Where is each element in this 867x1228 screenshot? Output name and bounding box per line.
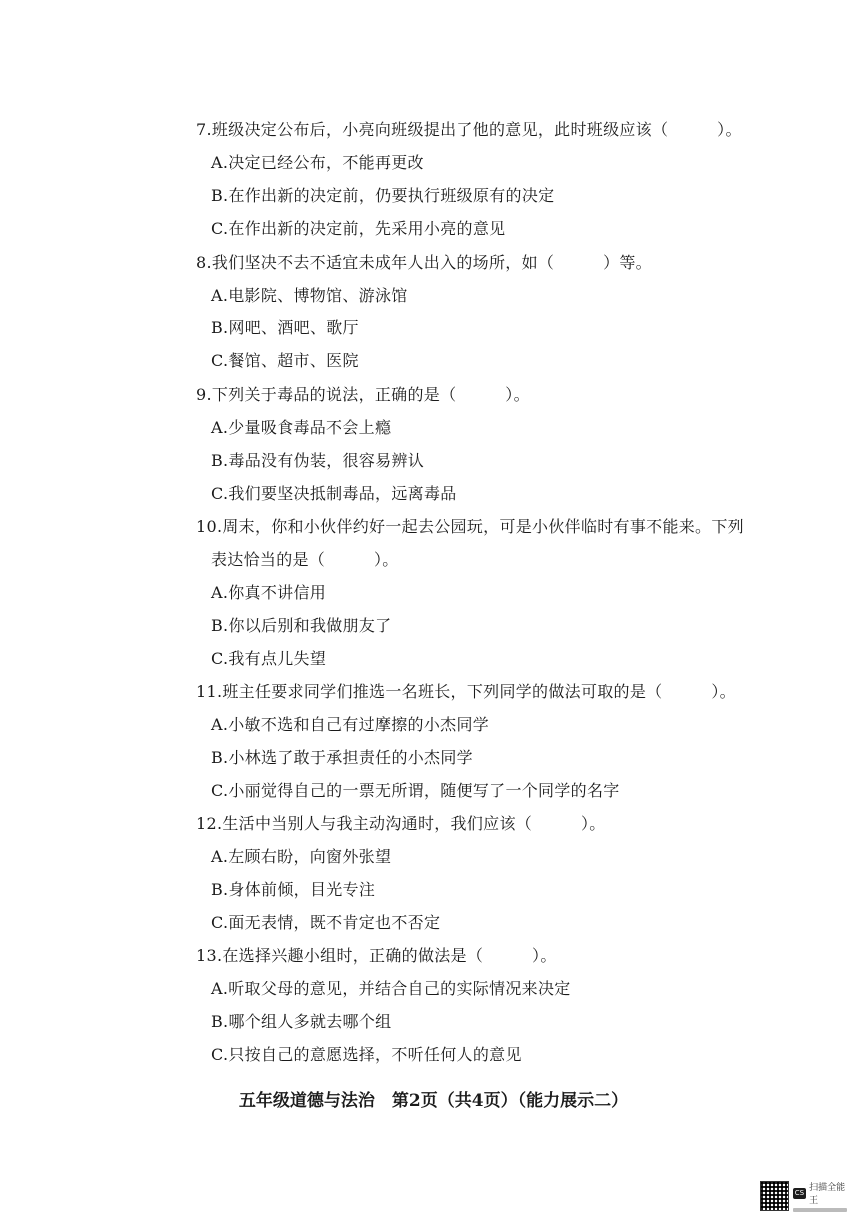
question-10-option-a: A.你真不讲信用: [211, 583, 327, 602]
question-11-option-a: A.小敏不选和自己有过摩擦的小杰同学: [211, 715, 490, 734]
question-13-option-a: A.听取父母的意见，并结合自己的实际情况来决定: [211, 979, 571, 998]
question-9-stem: 9.下列关于毒品的说法，正确的是（ ）。: [196, 385, 530, 404]
scanner-watermark: [760, 1176, 852, 1216]
question-7-option-c: C.在作出新的决定前，先采用小亮的意见: [211, 219, 506, 238]
question-9-option-a: A.少量吸食毒品不会上瘾: [211, 418, 392, 437]
question-12-option-a: A.左顾右盼，向窗外张望: [211, 847, 392, 866]
watermark-brand: 扫描全能王: [809, 1183, 846, 1206]
question-8-stem: 8.我们坚决不去不适宜未成年人出入的场所，如（ ）等。: [196, 253, 652, 272]
question-13-option-c: C.只按自己的意愿选择，不听任何人的意见: [211, 1045, 522, 1064]
question-12-option-c: C.面无表情，既不肯定也不否定: [211, 913, 441, 932]
qr-code-icon: [760, 1181, 789, 1211]
question-7-option-b: B.在作出新的决定前，仍要执行班级原有的决定: [211, 186, 555, 205]
question-7-stem: 7.班级决定公布后，小亮向班级提出了他的意见，此时班级应该（ ）。: [196, 120, 742, 139]
question-7-option-a: A.决定已经公布，不能再更改: [211, 153, 424, 172]
page-footer: 五年级道德与法治 第2页（共4页）（能力展示二）: [238, 1091, 629, 1111]
question-10-option-c: C.我有点儿失望: [211, 649, 327, 668]
question-13-option-b: B.哪个组人多就去哪个组: [211, 1012, 392, 1031]
question-11-stem: 11.班主任要求同学们推选一名班长，下列同学的做法可取的是（ ）。: [196, 682, 736, 701]
question-9-option-b: B.毒品没有伪装，很容易辨认: [211, 451, 425, 470]
question-8-option-c: C.餐馆、超市、医院: [211, 351, 359, 370]
question-10-option-b: B.你以后别和我做朋友了: [211, 616, 392, 635]
camscanner-logo-icon: CS: [794, 1188, 805, 1197]
question-8-option-b: B.网吧、酒吧、歌厅: [211, 318, 359, 337]
question-11-option-b: B.小林选了敢于承担责任的小杰同学: [211, 748, 473, 767]
question-12-stem: 12.生活中当别人与我主动沟通时，我们应该（ ）。: [196, 814, 606, 833]
watermark-subtext: [793, 1208, 847, 1212]
question-11-option-c: C.小丽觉得自己的一票无所谓，随便写了一个同学的名字: [211, 781, 620, 800]
question-9-option-c: C.我们要坚决抵制毒品，远离毒品: [211, 484, 457, 503]
question-10-stem: 10.周末，你和小伙伴约好一起去公园玩，可是小伙伴临时有事不能来。下列: [196, 517, 744, 536]
question-8-option-a: A.电影院、博物馆、游泳馆: [211, 286, 408, 305]
question-13-stem: 13.在选择兴趣小组时，正确的做法是（ ）。: [196, 946, 557, 965]
question-12-option-b: B.身体前倾，目光专注: [211, 880, 376, 899]
question-10-stem-continued: 表达恰当的是（ ）。: [211, 550, 399, 569]
